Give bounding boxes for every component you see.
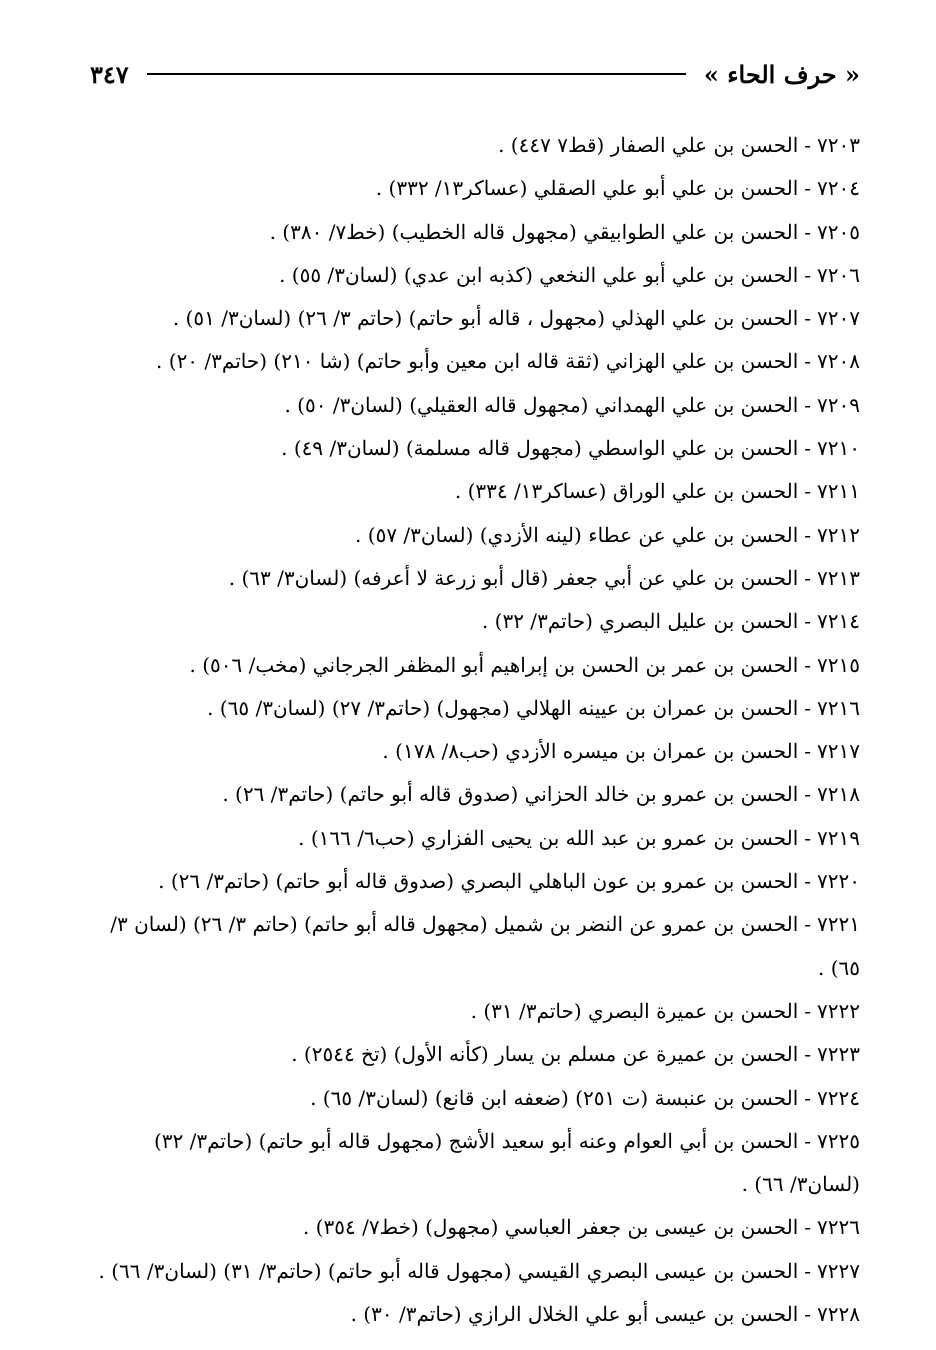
entry-dash: - [804,306,812,331]
entry [90,427,860,470]
entry-number: ٧٢٢٦ [817,1215,860,1240]
entry [90,600,860,643]
entry-dash: - [804,1085,812,1110]
entry-dash: - [804,1258,812,1283]
entry-dash: - [804,349,812,374]
entry-text: الحسن بن عنبسة (ت ٢٥١) (ضعفه ابن قانع) (لسان٣/ ٦٥) . [310,1085,799,1110]
entry-number: ٧٢٠٧ [817,306,860,331]
entry-dash: - [804,522,812,547]
entry-number: ٧٢١١ [817,479,860,504]
entry-number: ٧٢١٩ [817,825,860,850]
entry-number: ٧٢٠٤ [817,176,860,201]
entry-text: الحسن بن عيسى أبو علي الخلال الرازي (حاتم٣/ ٣٠) . [350,1302,799,1327]
entry-text: الحسن بن علي الوراق (عساكر١٣/ ٣٣٤) . [454,479,799,504]
entry-dash: - [804,1042,812,1067]
entry-dash: - [804,436,812,461]
entry-text: الحسن بن علي أبو علي الصقلي (عساكر١٣/ ٣٣٢) . [375,176,799,201]
entry-dash: - [804,1215,812,1240]
page-number: ٣٤٧ [90,59,129,89]
entry [90,1250,860,1293]
entry [90,817,860,860]
entry [90,384,860,427]
entry-text: الحسن بن عميرة عن مسلم بن يسار (كأنه الأول) (تخ ٢٥٤٤) . [291,1042,799,1067]
entry-text: الحسن بن عمرو عن النضر بن شميل (مجهول قاله أبو حاتم) (حاتم ٣/ ٢٦) (لسان ٣/ ٦٥) . [110,912,860,980]
entry-number: ٧٢٠٣ [817,133,860,157]
entry [90,644,860,687]
entry-dash: - [804,176,812,201]
entry-text: الحسن بن علي عن أبي جعفر (قال أبو زرعة لا أعرفه) (لسان٣/ ٦٣) . [228,565,799,590]
entry-number: ٧٢١٥ [817,652,860,677]
entry [90,1077,860,1120]
entry-text: الحسن بن علي الهمداني (مجهول قاله العقيلي) (لسان٣/ ٥٠) . [284,392,799,417]
entry [90,297,860,340]
running-header [90,54,860,94]
entry-number: ٧٢١٧ [817,739,860,764]
entry [90,773,860,816]
entry-text: الحسن بن علي عن عطاء (لينه الأزدي) (لسان٣/ ٥٧) . [355,522,799,547]
entry-number: ٧٢٠٥ [817,219,860,244]
entry-dash: - [804,479,812,504]
entry [90,860,860,903]
entry-number: ٧٢١٨ [817,782,860,807]
entry [90,124,860,167]
entry [90,167,860,210]
entry-number: ٧٢٢١ [817,912,860,937]
entry-number: ٧٢٢٨ [817,1302,860,1327]
entry-number: ٧٢٠٦ [817,262,860,287]
entry-text: الحسن بن علي الطوابيقي (مجهول قاله الخطيب) (خط٧/ ٣٨٠) . [269,219,799,244]
entry-text: الحسن بن عمرو بن خالد الحزاني (صدوق قاله أبو حاتم) (حاتم٣/ ٢٦) . [222,782,799,807]
entry-number: ٧٢٢٤ [817,1085,860,1110]
entry [90,990,860,1033]
entry-number: ٧٢١٣ [817,565,860,590]
entry-text: الحسن بن عمرو بن عون الباهلي البصري (صدوق قاله أبو حاتم) (حاتم٣/ ٢٦) . [158,869,799,894]
entry [90,687,860,730]
entry [90,211,860,254]
entry-text: الحسن بن عيسى بن جعفر العباسي (مجهول) (خط٧/ ٣٥٤) . [302,1215,799,1240]
entry [90,340,860,383]
entry-dash: - [804,262,812,287]
entry-dash: - [804,912,812,937]
entry [90,730,860,773]
entry-number: ٧٢٢٥ [817,1128,860,1153]
entry-text: الحسن بن عمرو بن عبد الله بن يحيى الفزاري (حب٦/ ١٦٦) . [298,825,799,850]
entry-number: ٧٢١٤ [817,609,860,634]
entry-text: الحسن بن عمران بن ميسره الأزدي (حب٨/ ١٧٨) . [382,739,799,764]
entry-number: ٧٢٠٨ [817,349,860,374]
entry-dash: - [804,1128,812,1153]
entry [90,514,860,557]
entry [90,1293,860,1336]
entry-dash: - [804,739,812,764]
entry-text: الحسن بن عليل البصري (حاتم٣/ ٣٢) . [481,609,799,634]
entry-dash: - [804,609,812,634]
entry-text: الحسن بن عميرة البصري (حاتم٣/ ٣١) . [470,998,799,1023]
entry-dash: - [804,565,812,590]
entry [90,254,860,297]
entry [90,557,860,600]
entry-text: الحسن بن عيسى البصري القيسي (مجهول قاله أبو حاتم) (حاتم٣/ ٣١) (لسان٣/ ٦٦) . [98,1258,799,1283]
entry-text: الحسن بن علي أبو علي النخعي (كذبه ابن عدي) (لسان٣/ ٥٥) . [279,262,799,287]
entry-dash: - [804,782,812,807]
entry-text: الحسن بن علي الهذلي (مجهول ، قاله أبو حاتم) (حاتم ٣/ ٢٦) (لسان٣/ ٥١) . [172,306,799,331]
entry [90,1206,860,1249]
entry-number: ٧٢١٢ [817,522,860,547]
entry-text: الحسن بن أبي العوام وعنه أبو سعيد الأشج (مجهول قاله أبو حاتم) (حاتم٣/ ٣٢) (لسان٣/ ٦٦) . [153,1128,860,1197]
entry-number: ٧٢٢٣ [817,1042,860,1067]
entry-number: ٧٢١٦ [817,695,860,720]
chapter-title: « حرف الحاء » [703,59,860,89]
entry-dash: - [804,652,812,677]
entry [90,1120,860,1207]
entry-text: الحسن بن علي الهزاني (ثقة قاله ابن معين وأبو حاتم) (شا ٢١٠) (حاتم٣/ ٢٠) . [156,349,799,374]
entry-text: الحسن بن عمر بن الحسن بن إبراهيم أبو المظفر الجرجاني (مخب/ ٥٠٦) . [189,652,799,677]
entry [90,903,860,990]
entry-text: الحسن بن علي الصفار (قط٧ ٤٤٧) . [498,133,799,157]
entry-dash: - [804,825,812,850]
entry-dash: - [804,219,812,244]
entry-number: ٧٢٠٩ [817,392,860,417]
entry-dash: - [804,869,812,894]
entry-number: ٧٢٢٧ [817,1258,860,1283]
entry-number: ٧٢٢٢ [817,998,860,1023]
entry-dash: - [804,998,812,1023]
entry-text: الحسن بن علي الواسطي (مجهول قاله مسلمة) (لسان٣/ ٤٩) . [281,436,799,461]
entry-number: ٧٢٢٠ [817,869,860,894]
entry-dash: - [804,695,812,720]
entry [90,1033,860,1076]
header-rule [147,73,686,75]
entry-list [90,124,860,1336]
entry-dash: - [804,133,812,157]
entry-number: ٧٢١٠ [817,436,860,461]
entry-dash: - [804,392,812,417]
entry-text: الحسن بن عمران بن عيينه الهلالي (مجهول) (حاتم٣/ ٢٧) (لسان٣/ ٦٥) . [207,695,799,720]
entry [90,470,860,513]
entry-dash: - [804,1302,812,1327]
